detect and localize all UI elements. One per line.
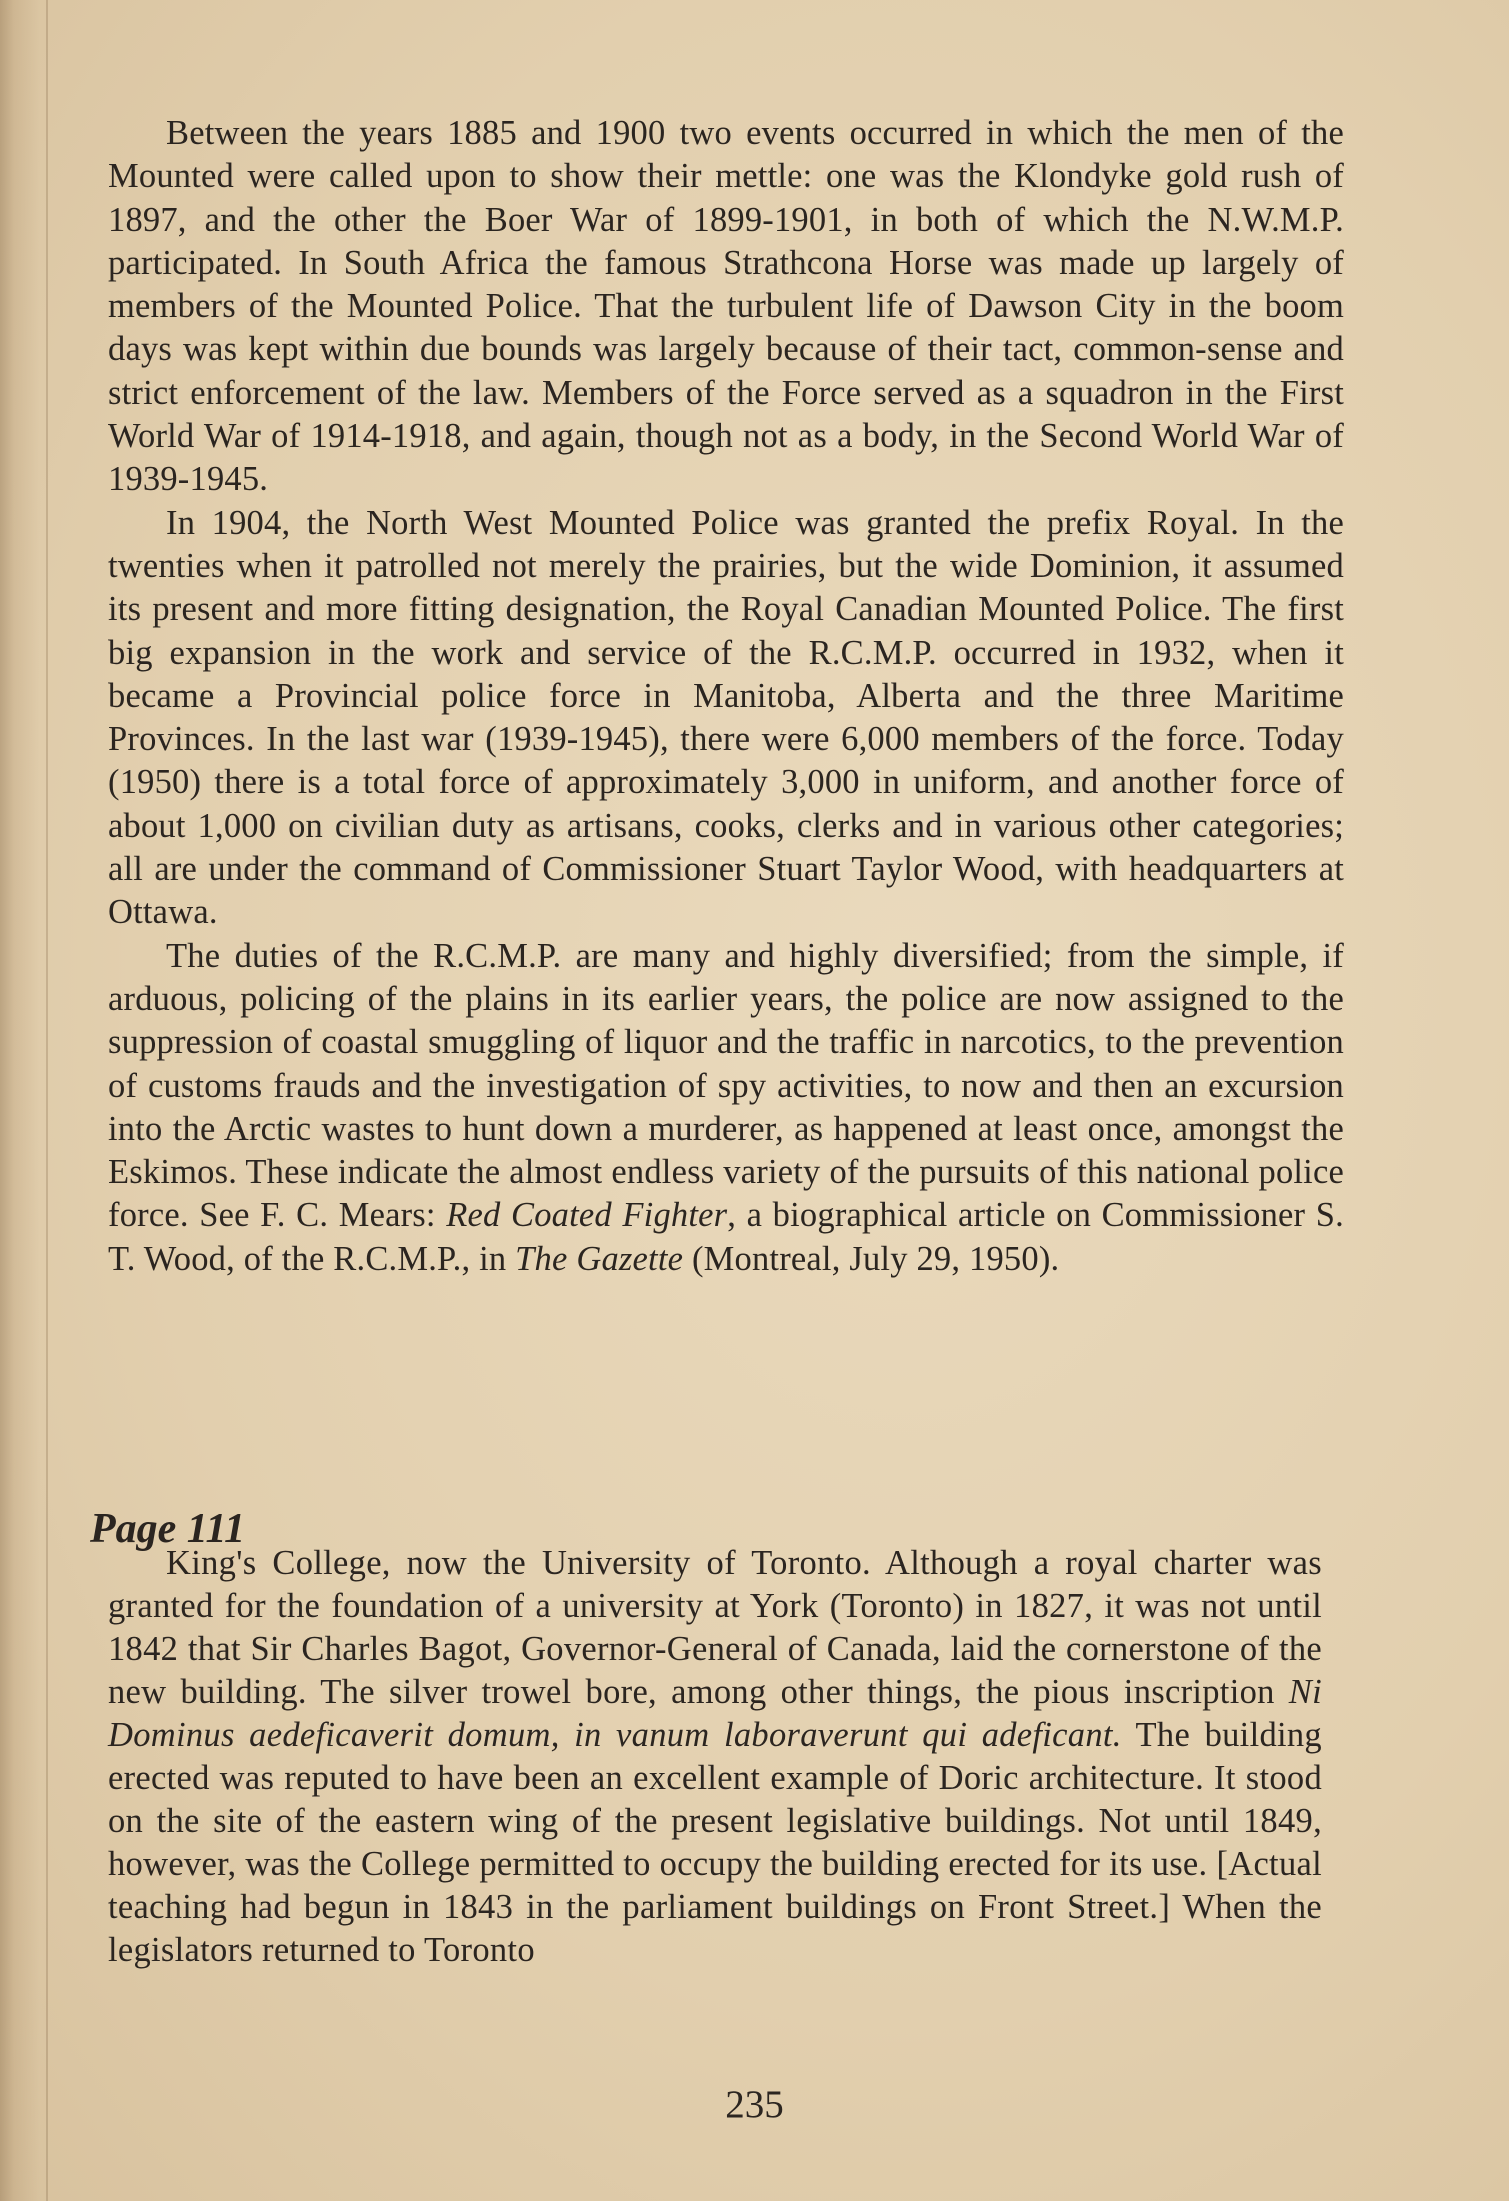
section-heading-page-111: Page 111 <box>90 1506 246 1552</box>
duties-text-middle: , a biographical article on Commissioner S. T. Wood, of the R.C.M.P., in <box>108 1196 1344 1278</box>
page-number: 235 <box>725 2083 784 2126</box>
paragraph-klondyke-boer-war: Between the years 1885 and 1900 two events occurred in which the men of the Mounted were called upon to show their mettle: one was the Klondyke gold rush of 1897, and the other the Boer War of 1899-1901, in both of which the N.W.M.P. participated. In South Africa the famous Strathcona Horse was made up largely of members of the Mounted Police. That the turbulent life of Dawson City in the boom days was kept within due bounds was largely because of their tact, common-sense and strict enforcement of the law. Members of the Force served as a squadron in the First World War of 1914-1918, and again, though not as a body, in the Second World War of 1939-1945. <box>108 114 1344 499</box>
paragraph-rcmp-duties <box>108 935 1344 1281</box>
rcmp-history-section <box>108 112 1344 1281</box>
duties-text-start: The duties of the R.C.M.P. are many and highly diversified; from the simple, if arduous, policing of the plains in its earlier years, the police are now assigned to the suppression of coastal smuggling of liquor and the traffic in narcotics, to the prevention of customs frauds and the investigation of spy activities, to now and then an excursion into the Arctic wastes to hunt down a murderer, as happened at least once, amongst the Eskimos. These indicate the almost endless variety of the pursuits of this national police force. See F. C. Mears: <box>108 936 1344 1235</box>
kings-college-text-start: King's College, now the University of Toronto. Although a royal charter was granted for the foundation of a university at York (Toronto) in 1827, it was not until 1842 that Sir Charles Bagot, Governor-General of Canada, laid the cornerstone of the new building. The silver trowel bore, among other things, the pious inscription <box>108 1544 1322 1711</box>
paragraph-royal-prefix: In 1904, the North West Mounted Police was granted the prefix Royal. In the twenties when it patrolled not merely the prairies, but the wide Dominion, it assumed its present and more fitting designation, the Royal Canadian Mounted Police. The first big expansion in the work and service of the R.C.M.P. occurred in 1932, when it became a Provincial police force in Manitoba, Alberta and the three Maritime Provinces. In the last war (1939-1945), there were 6,000 members of the force. Today (1950) there is a total force of approximately 3,000 in uniform, and another force of about 1,000 on civilian duty as artisans, cooks, clerks and in various other categories; all are under the command of Commissioner Stuart Taylor Wood, with headquarters at Ottawa. <box>108 503 1344 932</box>
page-binding-edge <box>0 0 48 2201</box>
citation-title-the-gazette: The Gazette <box>515 1239 684 1278</box>
paragraph-kings-college <box>108 1542 1322 1972</box>
kings-college-text-end: The building erected was reputed to have been an excellent example of Doric architecture. It stood on the site of the eastern wing of the present legislative buildings. Not until 1849, however, was the College permitted to occupy the building erected for its use. [Actual teaching had begun in 1843 in the parliament buildings on Front Street.] When the legislators returned to Toronto <box>108 1716 1322 1969</box>
kings-college-section <box>108 1542 1322 1972</box>
citation-title-red-coated-fighter: Red Coated Fighter <box>446 1196 728 1235</box>
latin-inscription: Ni Dominus aedeficaverit domum, in vanum laboraverunt qui adeficant. <box>108 1673 1322 1754</box>
duties-text-end: (Montreal, July 29, 1950). <box>683 1239 1060 1278</box>
